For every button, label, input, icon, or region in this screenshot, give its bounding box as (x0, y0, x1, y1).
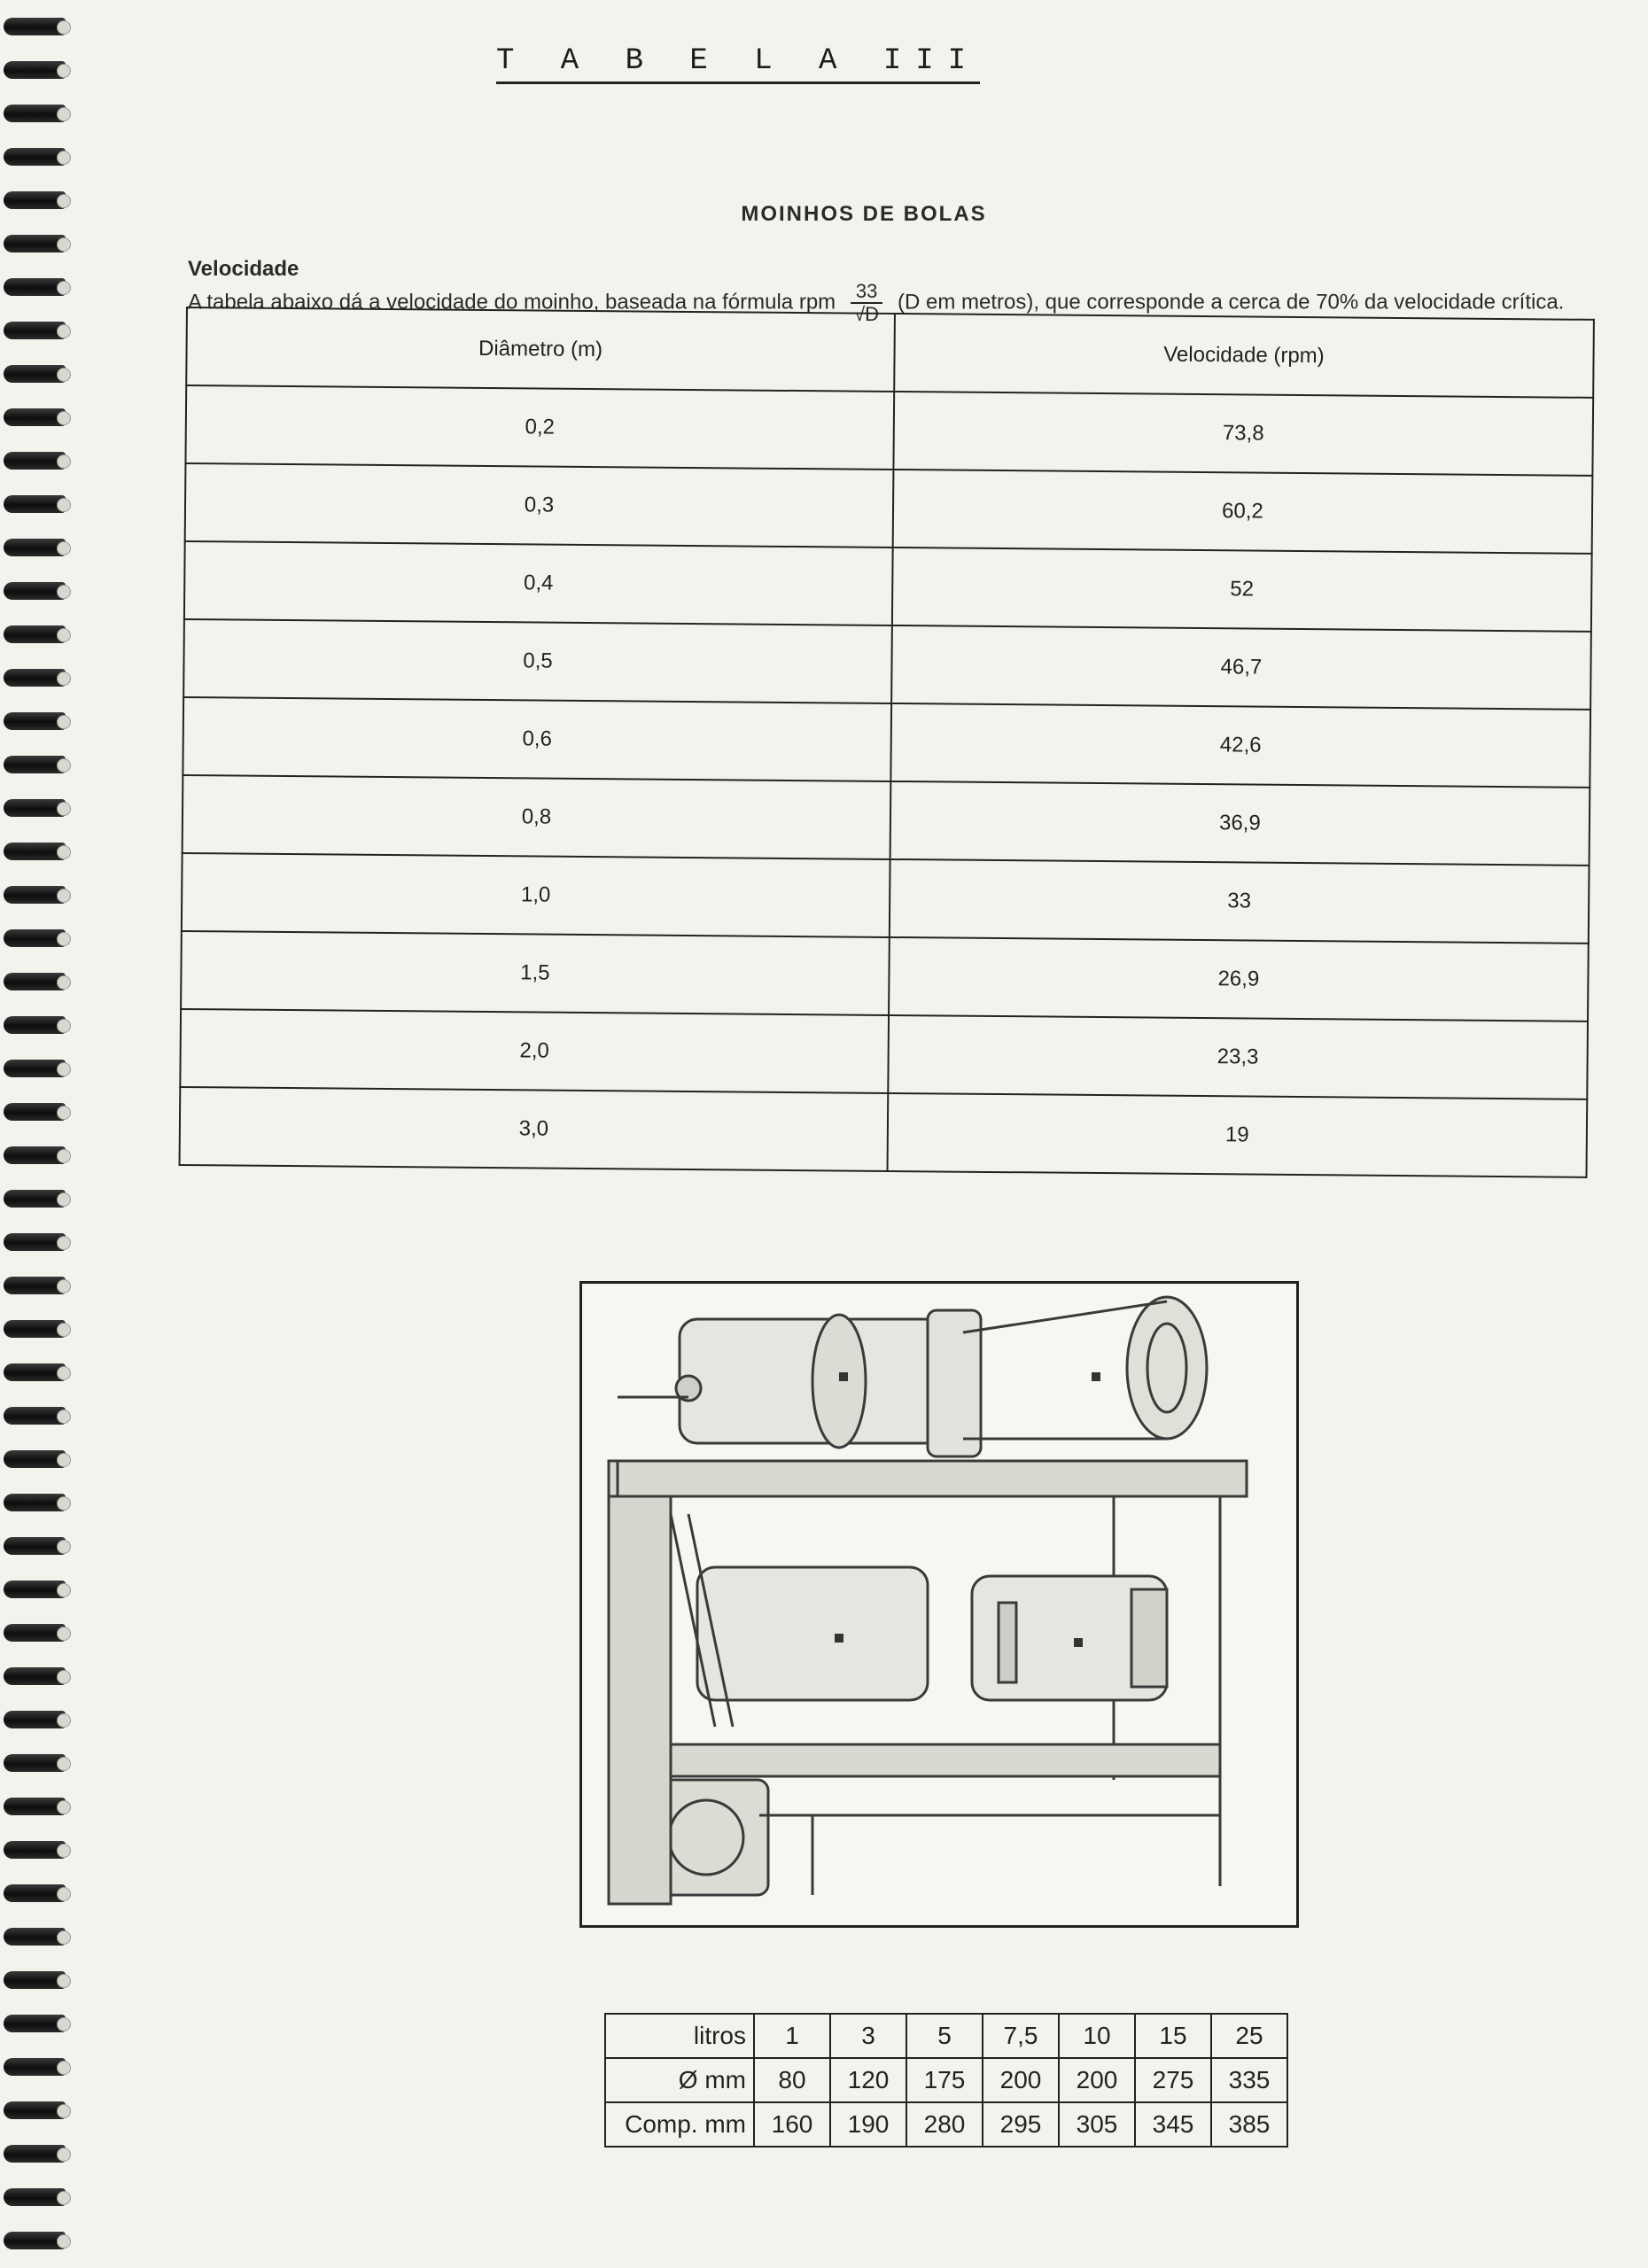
diameter-cell: 0,8 (183, 775, 891, 859)
row-header-cell: Comp. mm (605, 2102, 754, 2147)
binding-hole (57, 237, 71, 252)
diameter-header: Diâmetro (m) (186, 307, 895, 392)
table-row (184, 541, 1592, 632)
speed-cell: 33 (890, 859, 1590, 944)
binding-hole (57, 2104, 71, 2118)
value-cell: 1 (754, 2014, 830, 2058)
binding-hole (57, 1019, 71, 1033)
speed-cell: 46,7 (891, 625, 1591, 710)
binding-hole (57, 281, 71, 295)
diameter-cell: 1,0 (182, 853, 890, 937)
table-row (180, 1087, 1588, 1177)
value-cell: 175 (906, 2058, 983, 2102)
diameter-cell: 0,2 (185, 385, 894, 470)
binding-hole (57, 2017, 71, 2031)
page-title: T A B E L A III (496, 44, 980, 84)
speed-table-body (180, 385, 1594, 1177)
binding-hole (57, 932, 71, 946)
binding-hole (57, 454, 71, 469)
binding-hole (57, 1757, 71, 1771)
value-cell: 345 (1135, 2102, 1211, 2147)
speed-header: Velocidade (rpm) (894, 314, 1594, 398)
table-row (605, 2102, 1287, 2147)
ball-mill-machine-drawing (582, 1284, 1296, 1925)
table-row (181, 931, 1589, 1021)
binding-hole (57, 1323, 71, 1337)
value-cell: 385 (1211, 2102, 1287, 2147)
table-row (185, 385, 1593, 476)
binding-hole (57, 2191, 71, 2205)
diameter-cell: 0,5 (183, 619, 892, 703)
binding-hole (57, 1713, 71, 1728)
binding-hole (57, 1192, 71, 1207)
row-header-cell: litros (605, 2014, 754, 2058)
binding-hole (57, 1453, 71, 1467)
diameter-cell: 3,0 (180, 1087, 889, 1171)
speed-cell: 36,9 (890, 781, 1590, 866)
value-cell: 275 (1135, 2058, 1211, 2102)
binding-hole (57, 758, 71, 773)
speed-cell: 19 (887, 1093, 1587, 1177)
diameter-cell: 1,5 (181, 931, 890, 1015)
binding-hole (57, 1930, 71, 1945)
diameter-cell: 0,3 (185, 463, 894, 548)
binding-hole (57, 1540, 71, 1554)
value-cell: 200 (1059, 2058, 1135, 2102)
binding-hole (57, 1844, 71, 1858)
binding-hole (57, 889, 71, 903)
binding-hole (57, 975, 71, 990)
binding-hole (57, 2148, 71, 2162)
speed-cell: 52 (892, 548, 1592, 632)
value-cell: 5 (906, 2014, 983, 2058)
binding-hole (57, 107, 71, 121)
value-cell: 305 (1059, 2102, 1135, 2147)
binding-hole (57, 1496, 71, 1511)
section-heading: MOINHOS DE BOLAS (741, 202, 987, 226)
table-row (183, 619, 1591, 710)
table-row (605, 2058, 1287, 2102)
formula-denominator: √D (854, 303, 880, 325)
binding-hole (57, 411, 71, 425)
binding-hole (57, 1627, 71, 1641)
table-row (182, 853, 1590, 944)
value-cell: 160 (754, 2102, 830, 2147)
value-cell: 190 (830, 2102, 906, 2147)
speed-table (179, 307, 1595, 1178)
binding-hole (57, 1106, 71, 1120)
binding-hole (57, 1062, 71, 1076)
binding-hole (57, 1149, 71, 1163)
binding-hole (57, 20, 71, 35)
table-row (185, 463, 1593, 554)
binding-hole (57, 628, 71, 642)
speed-cell: 26,9 (889, 937, 1589, 1021)
row-header-cell: Ø mm (605, 2058, 754, 2102)
table-row (605, 2014, 1287, 2058)
binding-hole (57, 1410, 71, 1424)
binding-hole (57, 2234, 71, 2249)
binding-hole (57, 672, 71, 686)
binding-hole (57, 845, 71, 859)
binding-hole (57, 1887, 71, 1901)
binding-hole (57, 715, 71, 729)
value-cell: 10 (1059, 2014, 1135, 2058)
binding-hole (57, 541, 71, 555)
value-cell: 295 (983, 2102, 1059, 2147)
table-row (183, 775, 1590, 866)
binding-hole (57, 1670, 71, 1684)
value-cell: 200 (983, 2058, 1059, 2102)
binding-hole (57, 1583, 71, 1597)
mill-dimensions-body (605, 2014, 1287, 2147)
diameter-cell: 0,4 (184, 541, 893, 625)
value-cell: 120 (830, 2058, 906, 2102)
binding-hole (57, 585, 71, 599)
binding-hole (57, 368, 71, 382)
binding-hole (57, 498, 71, 512)
speed-cell: 73,8 (893, 392, 1593, 476)
value-cell: 3 (830, 2014, 906, 2058)
speed-cell: 42,6 (890, 703, 1590, 788)
value-cell: 335 (1211, 2058, 1287, 2102)
ball-mill-machine-figure (579, 1281, 1299, 1928)
mill-dimensions-table (604, 2013, 1288, 2148)
formula-numerator: 33 (851, 281, 882, 304)
value-cell: 280 (906, 2102, 983, 2147)
binding-hole (57, 64, 71, 78)
intro-lead: Velocidade (188, 257, 299, 281)
speed-cell: 60,2 (893, 470, 1593, 554)
binding-hole (57, 2061, 71, 2075)
binding-hole (57, 151, 71, 165)
binding-hole (57, 1236, 71, 1250)
value-cell: 80 (754, 2058, 830, 2102)
diameter-cell: 2,0 (180, 1009, 889, 1093)
binding-hole (57, 324, 71, 338)
diameter-cell: 0,6 (183, 697, 891, 781)
table-row (183, 697, 1590, 788)
intro-text-after: (D em metros), que corresponde a cerca de 70% da velocidade crítica. (897, 290, 1565, 315)
speed-cell: 23,3 (888, 1015, 1588, 1099)
binding-hole (57, 1279, 71, 1293)
binding-hole (57, 1974, 71, 1988)
value-cell: 7,5 (983, 2014, 1059, 2058)
binding-hole (57, 1366, 71, 1380)
intro-text-before: A tabela abaixo dá a velocidade do moinho, baseada na fórmula rpm (188, 290, 836, 315)
value-cell: 15 (1135, 2014, 1211, 2058)
binding-hole (57, 1800, 71, 1814)
spiral-binding (0, 0, 69, 2268)
binding-hole (57, 802, 71, 816)
value-cell: 25 (1211, 2014, 1287, 2058)
table-row (180, 1009, 1588, 1099)
table-header-row (186, 307, 1594, 398)
